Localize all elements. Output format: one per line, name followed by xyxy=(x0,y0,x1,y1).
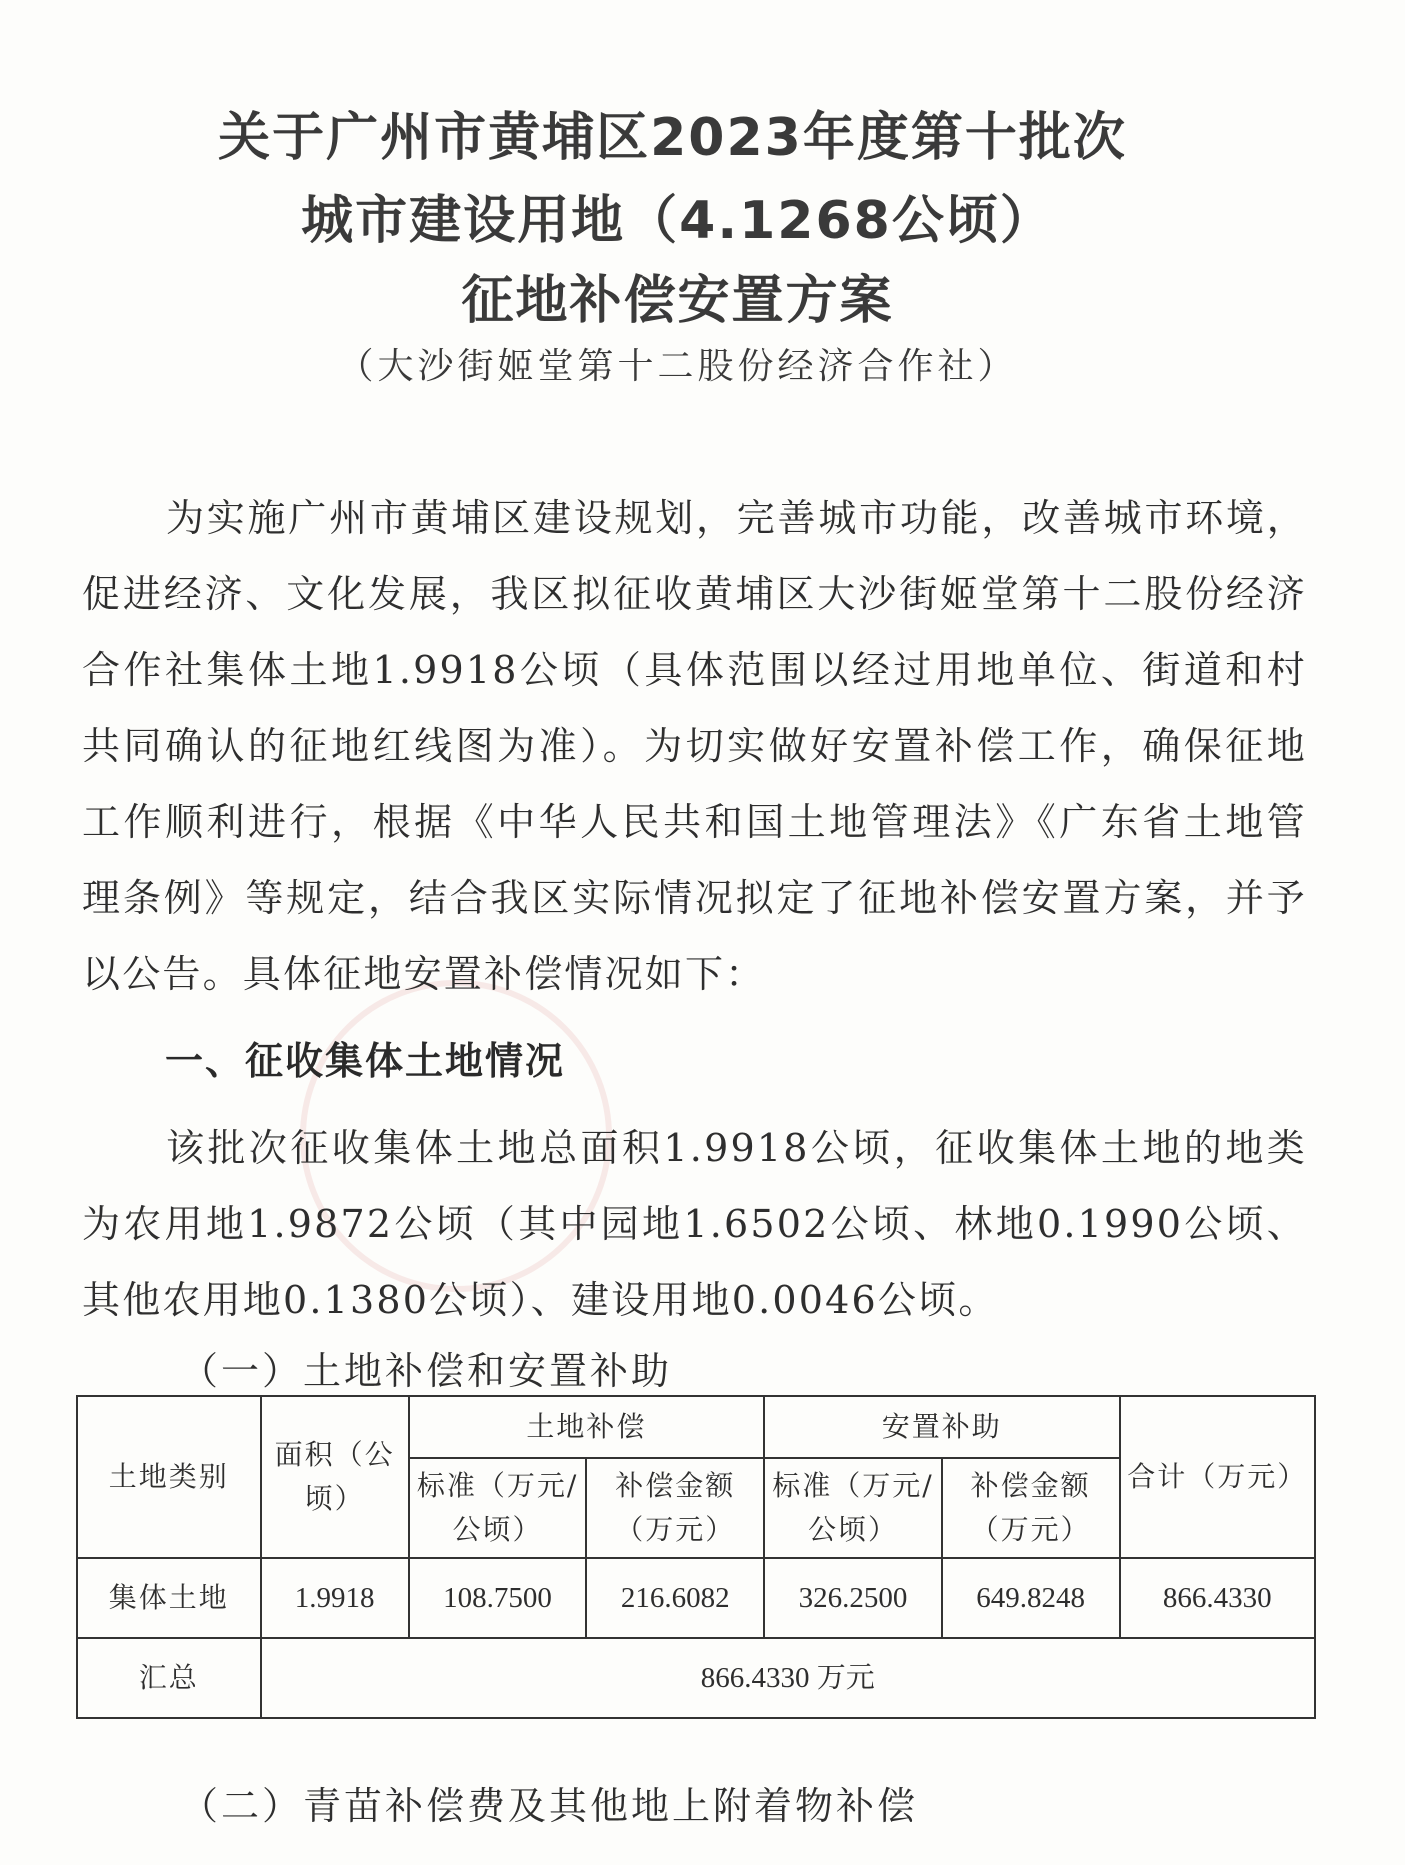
subsection-1-heading: （一）土地补偿和安置补助 xyxy=(180,1349,673,1393)
header-total: 合计（万元） xyxy=(1120,1396,1315,1558)
cell-standard-1: 108.7500 xyxy=(409,1558,587,1638)
cell-total: 866.4330 xyxy=(1120,1558,1315,1638)
subtitle: （大沙街姬堂第十二股份经济合作社） xyxy=(337,346,1018,387)
table-row xyxy=(77,1558,1315,1638)
summary-label: 汇总 xyxy=(77,1638,261,1718)
cell-area: 1.9918 xyxy=(261,1558,409,1638)
section-1-body: 该批次征收集体土地总面积1.9918公顷，征收集体土地的地类为农用地1.9872公顷（其中园地1.6502公顷、林地0.1990公顷、其他农用地0.1380公顷）、建设用地0.0046公顷。 xyxy=(82,1126,1307,1322)
title-line-3: 征地补偿安置方案 xyxy=(461,271,894,331)
header-amount-1: 补偿金额（万元） xyxy=(586,1458,764,1558)
compensation-table xyxy=(76,1395,1316,1719)
intro-paragraph: 为实施广州市黄埔区建设规划，完善城市功能，改善城市环境，促进经济、文化发展，我区拟征收黄埔区大沙街姬堂第十二股份经济合作社集体土地1.9918公顷（具体范围以经过用地单位、街道和村共同确认的征地红线图为准）。为切实做好安置补偿工作，确保征地工作顺利进行，根据《中华人民共和国土地管理法》《广东省土地管理条例》等规定，结合我区实际情况拟定了征地补偿安置方案，并予以公告。具体征地安置补偿情况如下： xyxy=(82,496,1307,996)
section-1-heading: 一、征收集体土地情况 xyxy=(165,1039,566,1083)
header-area: 面积（公顷） xyxy=(261,1396,409,1558)
header-standard-2: 标准（万元/公顷） xyxy=(764,1458,942,1558)
summary-row xyxy=(77,1638,1315,1718)
cell-category: 集体土地 xyxy=(77,1558,261,1638)
cell-amount-2: 649.8248 xyxy=(942,1558,1120,1638)
cell-standard-2: 326.2500 xyxy=(764,1558,942,1638)
header-resettlement-subsidy: 安置补助 xyxy=(764,1396,1119,1458)
header-category: 土地类别 xyxy=(77,1396,261,1558)
title-line-2: 城市建设用地（4.1268公顷） xyxy=(301,191,1054,251)
header-standard-1: 标准（万元/公顷） xyxy=(409,1458,587,1558)
header-land-compensation: 土地补偿 xyxy=(409,1396,764,1458)
summary-value: 866.4330 万元 xyxy=(261,1638,1315,1718)
subsection-2-heading: （二）青苗补偿费及其他地上附着物补偿 xyxy=(180,1784,919,1828)
title-line-1: 关于广州市黄埔区2023年度第十批次 xyxy=(218,108,1127,168)
header-amount-2: 补偿金额（万元） xyxy=(942,1458,1120,1558)
cell-amount-1: 216.6082 xyxy=(586,1558,764,1638)
